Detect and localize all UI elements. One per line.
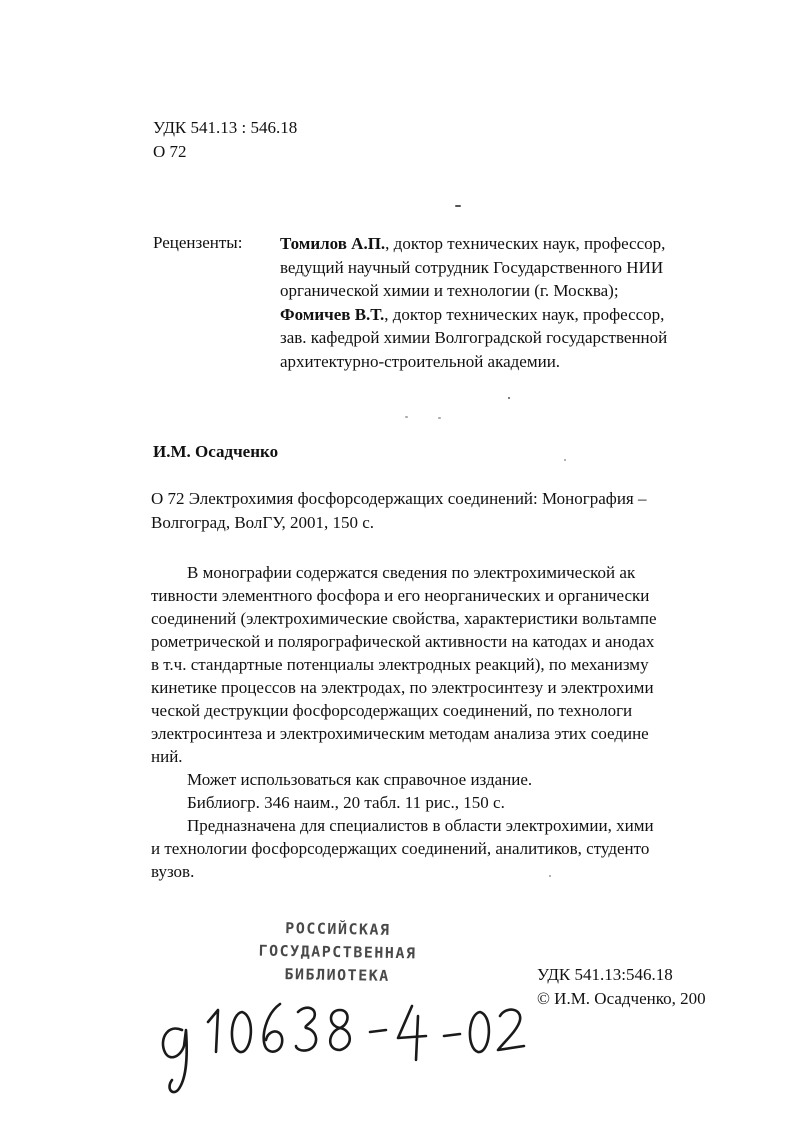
scan-speck xyxy=(549,875,551,877)
bibliographic-entry xyxy=(151,487,751,535)
abstract-line: соединений (электрохимические свойства, характеристики вольтампе xyxy=(151,609,657,628)
udk-code: УДК 541.13 : 546.18 xyxy=(153,118,298,137)
library-stamp xyxy=(234,916,440,989)
reference-use-line: Может использоваться как справочное издание. xyxy=(187,770,533,789)
stamp-line-1: РОССИЙСКАЯ xyxy=(285,919,391,939)
audience-line: и технологии фосфорсодержащих соединений, аналитиков, студенто xyxy=(151,839,650,858)
reviewers-label: Рецензенты: xyxy=(153,233,243,252)
abstract-line: кинетике процессов на электродах, по электросинтезу и электрохими xyxy=(151,678,654,697)
copyright-notice: © И.М. Осадченко, 200 xyxy=(537,989,706,1008)
reviewers-list xyxy=(280,232,750,373)
bibliographic-line-1: О 72 Электрохимия фосфорсодержащих соединений: Монография – xyxy=(151,489,647,508)
udk-header xyxy=(153,116,297,164)
stamp-line-2: ГОСУДАРСТВЕННАЯ xyxy=(258,941,417,963)
audience-line: вузов. xyxy=(151,862,195,881)
library-code: О 72 xyxy=(153,142,187,161)
reviewer-1-line-2: ведущий научный сотрудник Государственного НИИ xyxy=(280,257,664,277)
reviewer-1-line-1: Томилов А.П., доктор технических наук, профессор, xyxy=(280,234,666,253)
reviewer-2-name: Фомичев В.Т. xyxy=(280,304,385,324)
stamp-line-3: БИБЛИОТЕКА xyxy=(284,965,390,985)
abstract-line: в т.ч. стандартные потенциалы электродных реакций), по механизму xyxy=(151,655,649,674)
abstract-line: тивности элементного фосфора и его неорганических и органически xyxy=(151,586,650,605)
abstract-line: электросинтеза и электрохимическим методам анализа этих соедине xyxy=(151,724,649,743)
scan-speck xyxy=(564,459,566,461)
reviewer-1-name: Томилов А.П. xyxy=(280,234,386,253)
audience-line: Предназначена для специалистов в области электрохимии, хими xyxy=(187,816,654,835)
scan-speck xyxy=(405,416,408,418)
reviewer-2-line-1: Фомичев В.Т., доктор технических наук, профессор, xyxy=(280,304,665,324)
abstract-line: ческой деструкции фосфорсодержащих соединений, по технологи xyxy=(151,701,633,720)
abstract-line: ний. xyxy=(151,747,183,766)
bibliography-line: Библиогр. 346 наим., 20 табл. 11 рис., 150 с. xyxy=(187,793,505,812)
bibliographic-line-2: Волгоград, ВолГУ, 2001, 150 с. xyxy=(151,513,375,532)
udk-footer xyxy=(537,963,706,1011)
scan-speck xyxy=(508,397,510,399)
scan-speck xyxy=(455,205,461,207)
author-name: И.М. Осадченко xyxy=(153,442,279,461)
abstract xyxy=(151,561,725,883)
abstract-line: В монографии содержатся сведения по электрохимической ак xyxy=(187,563,636,582)
udk-footer-code: УДК 541.13:546.18 xyxy=(537,965,673,984)
reviewer-2-line-3: архитектурно-строительной академии. xyxy=(280,351,561,371)
scan-speck xyxy=(438,417,441,419)
abstract-line: рометрической и полярографической активности на катодах и анодах xyxy=(151,632,655,651)
reviewer-1-line-3: органической химии и технологии (г. Москва); xyxy=(280,281,619,300)
reviewer-2-line-2: зав. кафедрой химии Волгоградской государственной xyxy=(280,328,668,347)
handwritten-inventory-number xyxy=(150,990,530,1100)
